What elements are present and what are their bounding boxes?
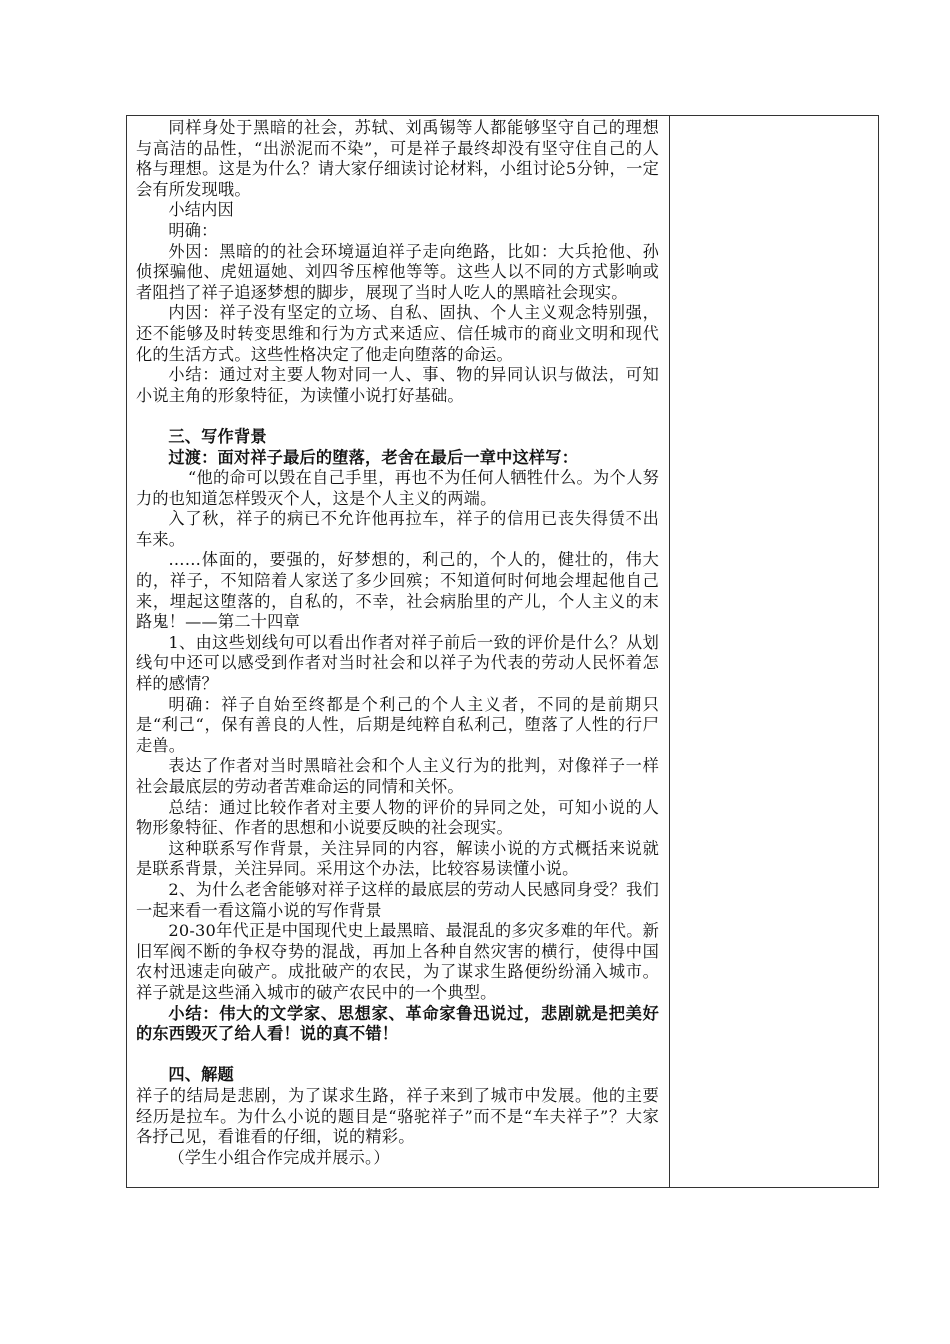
spacer <box>136 406 659 427</box>
paragraph-answer-1: 明确：祥子自始至终都是个利己的个人主义者，不同的是前期只是“利己“，保有善良的人性，后期是纯粹自私利己，堕落了人性的行尸走兽。 <box>136 694 659 755</box>
paragraph-summary-luxun: 小结：伟大的文学家、思想家、革命家鲁迅说过，悲剧就是把美好的东西毁灭了给人看！说的真不错！ <box>136 1003 659 1044</box>
paragraph-external-cause: 外因：黑暗的的社会环境逼迫祥子走向绝路，比如：大兵抢他、孙侦探骗他、虎妞逼她、刘四爷压榨他等等。这些人以不同的方式影响或者阻挡了祥子追逐梦想的脚步，展现了当时人吃人的黑暗社会现实。 <box>136 241 659 302</box>
paragraph-internal-cause: 内因：祥子没有坚定的立场、自私、固执、个人主义观念特别强，还不能够及时转变思维和行为方式来适应、信任城市的商业文明和现代化的生活方式。这些性格决定了他走向堕落的命运。 <box>136 303 659 364</box>
paragraph-clarify-label: 明确： <box>168 220 218 240</box>
section-heading-title-analysis: 四、解题 <box>168 1065 234 1085</box>
paragraph-question-2: 2、为什么老舍能够对祥子这样的最底层的劳动人民感同身受？我们一起来看一看这篇小说的写作背景 <box>136 879 659 920</box>
paragraph-summary-1: 小结：通过对主要人物对同一人、事、物的异同认识与做法，可知小说主角的形象特征，为读懂小说打好基础。 <box>136 365 659 405</box>
spacer <box>136 1045 659 1066</box>
paragraph-method: 这种联系写作背景，关注异同的内容，解读小说的方式概括来说就是联系背景，关注异同。采用这个办法，比较容易读懂小说。 <box>136 838 659 879</box>
paragraph-group-activity: （学生小组合作完成并展示。） <box>168 1147 390 1167</box>
paragraph-author-attitude: 表达了作者对当时黑暗社会和个人主义行为的批判，对像祥子一样社会最底层的劳动者苦难命运的同情和关怀。 <box>136 756 659 796</box>
paragraph-quote-3: ……体面的，要强的，好梦想的，利己的，个人的，健壮的，伟大的，祥子，不知陪着人家送了多少回殡；不知道何时何地会埋起他自己来，埋起这堕落的，自私的，不幸，社会病胎里的产儿，个人主义的末路鬼！——第二十四章 <box>136 550 659 632</box>
paragraph-transition: 过渡：面对祥子最后的堕落，老舍在最后一章中这样写： <box>168 447 579 467</box>
notes-cell <box>670 116 878 1187</box>
paragraph-quote-1: “他的命可以毁在自己手里，再也不为任何人牺牲什么。为个人努力的也知道怎样毁灭个人，这是个人主义的两端。 <box>136 468 659 508</box>
lesson-table <box>126 115 879 1188</box>
paragraph-question-1: 1、由这些划线句可以看出作者对祥子前后一致的评价是什么？从划线句中还可以感受到作者对当时社会和以祥子为代表的劳动人民怀着怎样的感情？ <box>136 632 659 694</box>
paragraph-conclusion: 总结：通过比较作者对主要人物的评价的异同之处，可知小说的人物形象特征、作者的思想和小说要反映的社会现实。 <box>136 797 659 838</box>
section-heading-background: 三、写作背景 <box>168 426 267 446</box>
paragraph-historical-background: 20-30年代正是中国现代史上最黑暗、最混乱的多灾多难的年代。新旧军阀不断的争权夺势的混战，再加上各种自然灾害的横行，使得中国农村迅速走向破产。成批破产的农民，为了谋求生路便纷纷涌入城市。祥子就是这些涌入城市的破产农民中的一个典型。 <box>136 921 659 1002</box>
paragraph-title-question: 祥子的结局是悲剧，为了谋求生路，祥子来到了城市中发展。他的主要经历是拉车。为什么小说的题目是“骆驼祥子”而不是“车夫祥子”？大家各抒己见，看谁看的仔细，说的精彩。 <box>136 1085 659 1147</box>
paragraph-discussion-prompt: 同样身处于黑暗的社会，苏轼、刘禹锡等人都能够坚守自己的理想与高洁的品性，“出淤泥而不染”，可是祥子最终却没有坚守住自己的人格与理想。这是为什么？请大家仔细读讨论材料，小组讨论5分钟，一定会有所发现哦。 <box>136 118 659 199</box>
paragraph-summary-cause: 小结内因 <box>168 200 234 220</box>
lesson-content-cell <box>127 116 670 1187</box>
paragraph-quote-2: 入了秋，祥子的病已不允许他再拉车，祥子的信用已丧失得赁不出车来。 <box>136 509 659 549</box>
